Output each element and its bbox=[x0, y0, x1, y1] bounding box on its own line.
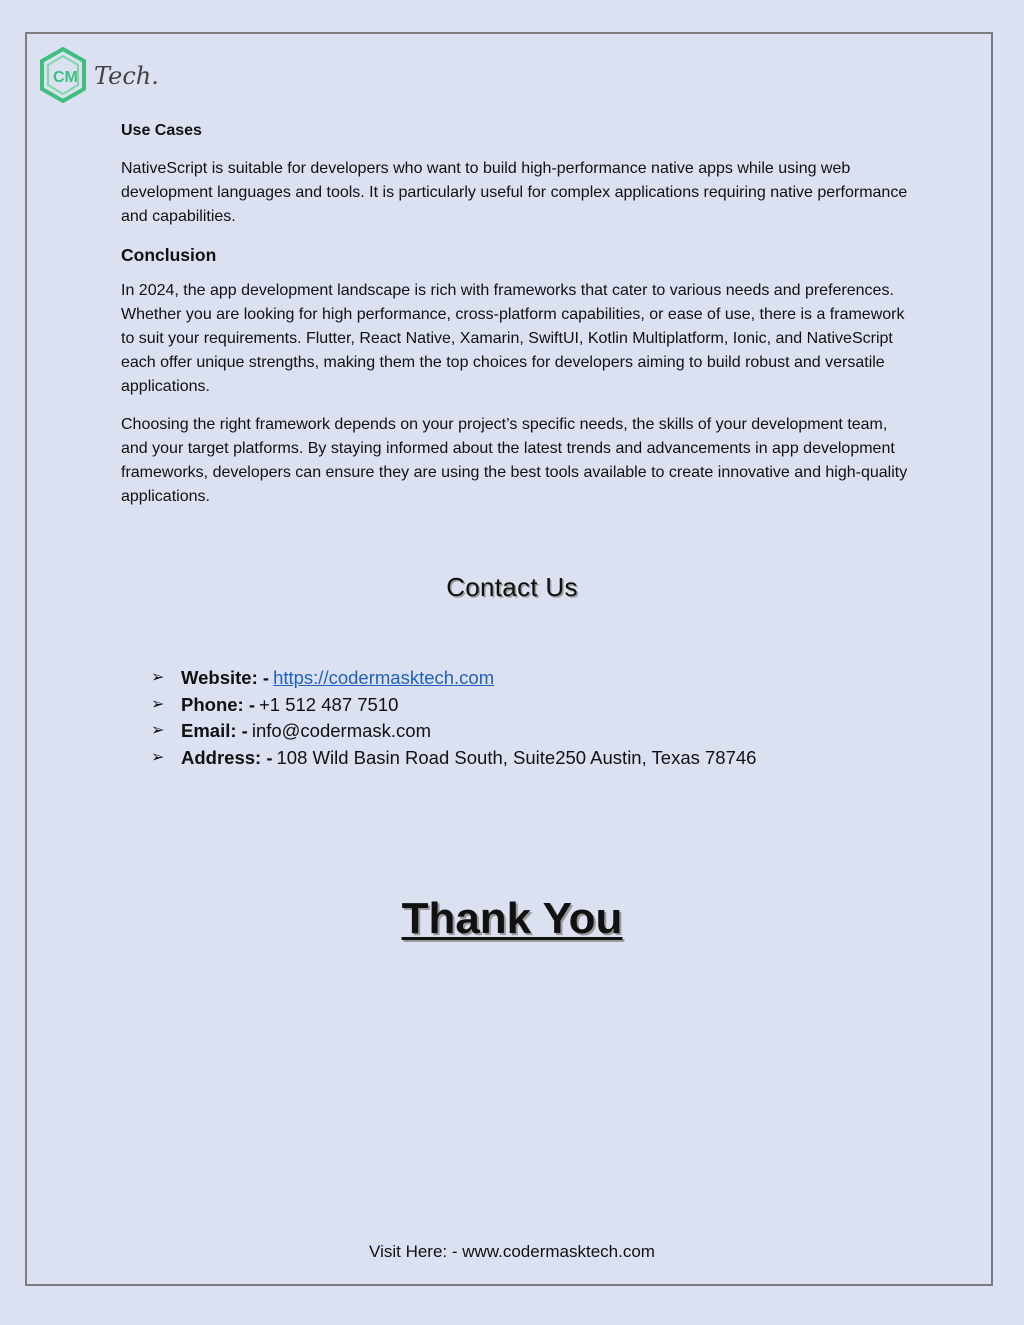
arrow-bullet-icon: ➢ bbox=[151, 722, 165, 739]
contact-label: Phone: - bbox=[181, 693, 255, 715]
arrow-bullet-icon: ➢ bbox=[151, 669, 165, 686]
arrow-bullet-icon: ➢ bbox=[151, 695, 165, 713]
cm-hexagon-logo-icon bbox=[38, 46, 162, 106]
main-content bbox=[121, 119, 911, 522]
footer-visit-text: Visit Here: - www.codermasktech.com bbox=[369, 1242, 655, 1261]
contact-label: Website: - bbox=[181, 667, 270, 688]
svg-text:CM: CM bbox=[53, 69, 78, 86]
company-logo bbox=[38, 46, 162, 106]
contact-label: Address: - bbox=[181, 746, 273, 768]
contact-item-website bbox=[151, 665, 951, 692]
thank-you-heading: Thank You bbox=[401, 894, 623, 943]
website-link[interactable]: https://codermasktech.com bbox=[273, 667, 495, 688]
contact-item-email bbox=[151, 718, 951, 745]
use-cases-text: NativeScript is suitable for developers who want to build high-performance native apps while using web development languages and tools. It is particularly useful for complex applications requiring native performance and capabilities. bbox=[121, 160, 908, 226]
contact-list bbox=[151, 665, 951, 771]
contact-item-address bbox=[151, 745, 951, 772]
arrow-bullet-icon: ➢ bbox=[151, 748, 165, 766]
conclusion-paragraph-2: Choosing the right framework depends on your project’s specific needs, the skills of your development team, and your target platforms. By staying informed about the latest trends and advancements in app development frameworks, developers can ensure they are using the best tools available to create innovative and high-quality applications. bbox=[121, 415, 908, 506]
address-value: 108 Wild Basin Road South, Suite250 Austin, Texas 78746 bbox=[276, 746, 757, 768]
contact-label: Email: - bbox=[181, 720, 248, 741]
contact-us-title: Contact Us bbox=[446, 572, 578, 602]
email-value: info@codermask.com bbox=[251, 720, 432, 741]
logo-wordmark: Tech. bbox=[94, 62, 159, 90]
use-cases-heading: Use Cases bbox=[121, 122, 202, 139]
conclusion-heading: Conclusion bbox=[121, 244, 217, 265]
conclusion-paragraph-1: In 2024, the app development landscape is rich with frameworks that cater to various needs and preferences. Whether you are looking for high performance, cross-platform capabilities, or ease of use, there is a framework to suit your requirements. Flutter, React Native, Xamarin, SwiftUI, Kotlin Multiplatform, Ionic, and NativeScript each offer unique strengths, making them the top choices for developers aiming to build robust and versatile applications. bbox=[121, 281, 905, 396]
phone-value: +1 512 487 7510 bbox=[259, 693, 399, 715]
contact-item-phone bbox=[151, 692, 951, 719]
